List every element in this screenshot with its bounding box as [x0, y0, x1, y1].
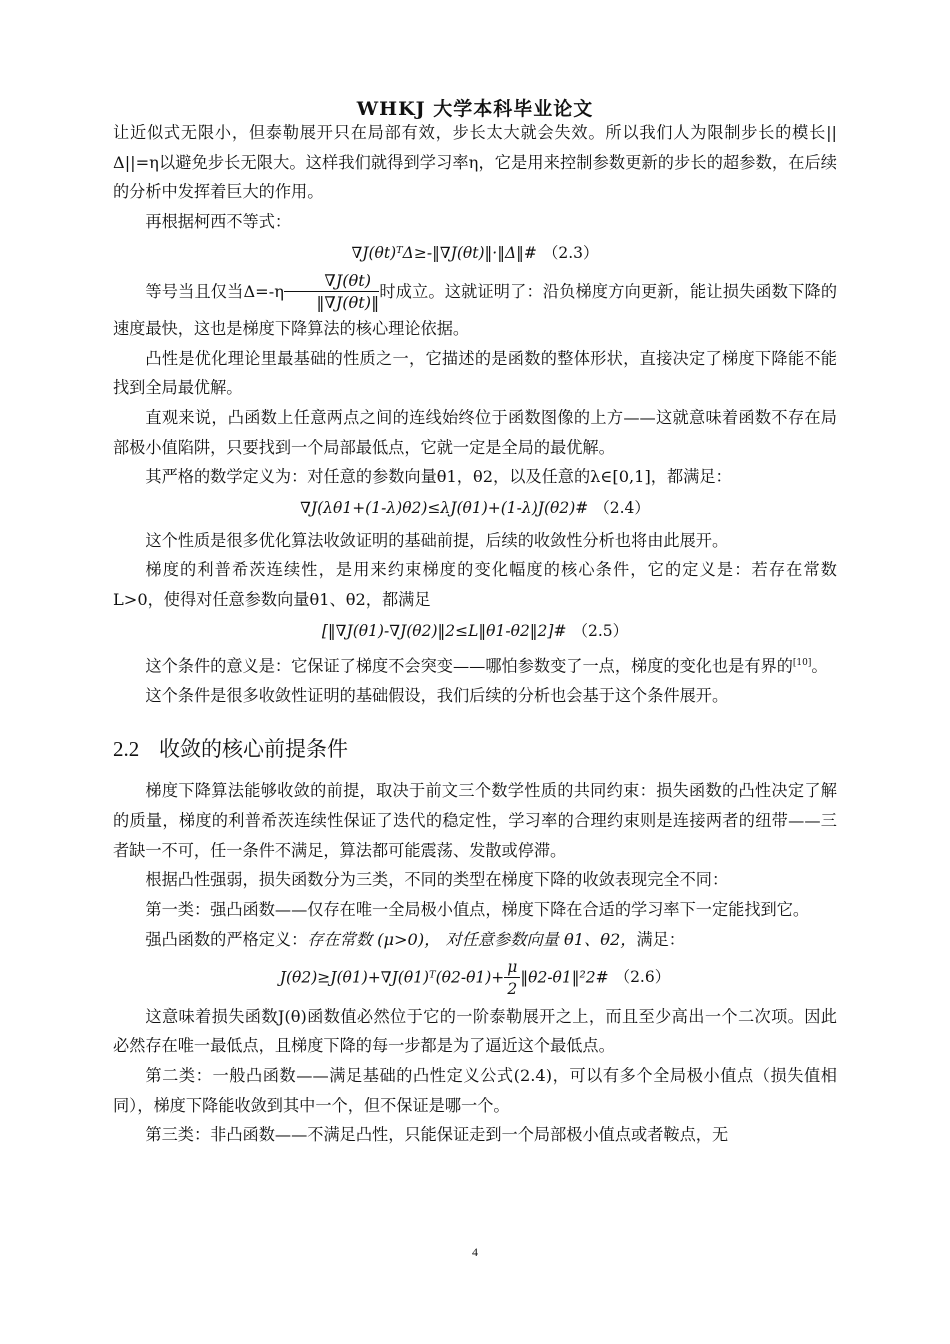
section-title: 收敛的核心前提条件	[159, 737, 348, 762]
paragraph	[113, 925, 837, 955]
fraction-denominator: ‖∇J(θt)‖	[316, 292, 380, 312]
paragraph-text: 满足：	[636, 929, 685, 949]
paragraph: 梯度下降算法能够收敛的前提，取决于前文三个数学性质的共同约束：损失函数的凸性决定了解的质量，梯度的利普希茨连续性保证了迭代的稳定性，学习率的合理约束则是连接两者的纽带——三者缺一不可，任一条件不满足，算法都可能震荡、发散或停滞。	[113, 781, 837, 860]
section-heading	[113, 734, 837, 764]
paragraph	[113, 271, 837, 344]
equation-2-4	[113, 494, 837, 524]
equation-2-3	[113, 239, 837, 269]
running-header: WHKJ 大学本科毕业论文	[356, 98, 594, 120]
paragraph: 这个条件是很多收敛性证明的基础假设，我们后续的分析也会基于这个条件展开。	[145, 685, 729, 705]
section-number: 2.2	[113, 737, 140, 762]
paragraph	[113, 649, 837, 681]
paragraph: 这个性质是很多优化算法收敛证明的基础前提，后续的收敛性分析也将由此展开。	[145, 530, 729, 550]
fraction-numerator: ∇J(θt)	[284, 271, 379, 292]
equation-number: （2.6）	[614, 968, 671, 987]
fraction-numerator: μ	[504, 957, 520, 978]
equation-number: （2.4）	[594, 499, 650, 518]
equation-2-5	[113, 617, 837, 647]
fraction	[284, 271, 379, 314]
paragraph: 其严格的数学定义为：对任意的参数向量θ1，θ2，以及任意的λ∈[0,1]，都满足：	[145, 467, 732, 487]
equation-body: ∇J(λθ1+(1-λ)θ2)≤λJ(θ1)+(1-λ)J(θ2)#	[300, 499, 589, 518]
paragraph: 第二类：一般凸函数——满足基础的凸性定义公式(2.4)，可以有多个全局极小值点（损失值相同），梯度下降能收敛到其中一个，但不保证是哪一个。	[113, 1065, 837, 1115]
equation-body: J(θ2)≥J(θ1)+∇J(θ1)ᵀ(θ2-θ1)+	[279, 968, 505, 987]
paragraph-text: 时成立。这就证明了：沿负梯度方向更新，能让损失函数下降的速度最快，这也是梯度下降算法的核心理论依据。	[113, 281, 838, 338]
equation-body: [‖∇J(θ1)-∇J(θ2)‖2≤L‖θ1-θ2‖2]#	[321, 621, 567, 640]
paragraph: 凸性是优化理论里最基础的性质之一，它描述的是函数的整体形状，直接决定了梯度下降能不能找到全局最优解。	[113, 348, 837, 398]
paragraph: 根据凸性强弱，损失函数分为三类，不同的类型在梯度下降的收敛表现完全不同：	[145, 870, 729, 890]
paragraph: 第一类：强凸函数——仅存在唯一全局极小值点，梯度下降在合适的学习率下一定能找到它。	[145, 900, 810, 920]
equation-number: （2.5）	[572, 621, 629, 640]
citation[interactable]: [10]	[792, 657, 812, 668]
paragraph-text: 等号当且仅当Δ=-η	[145, 281, 284, 301]
equation-body: ‖θ2-θ1‖²2#	[520, 968, 609, 987]
page-body	[113, 118, 837, 1150]
fraction-denominator: 2	[507, 979, 518, 998]
equation-number: （2.3）	[542, 243, 599, 262]
equation-body: ∇J(θt)ᵀΔ≥-‖∇J(θt)‖·‖Δ‖#	[351, 243, 537, 262]
paragraph: 这意味着损失函数J(θ)函数值必然位于它的一阶泰勒展开之上，而且至少高出一个二次项。因此必然存在唯一最低点，且梯度下降的每一步都是为了逼近这个最低点。	[113, 1006, 837, 1056]
paragraph: 直观来说，凸函数上任意两点之间的连线始终位于函数图像的上方——这就意味着函数不存在局部极小值陷阱，只要找到一个局部最低点，它就一定是全局的最优解。	[113, 407, 837, 457]
fraction	[504, 957, 520, 1000]
paragraph: 梯度的利普希茨连续性，是用来约束梯度的变化幅度的核心条件，它的定义是：若存在常数L>0，使得对任意参数向量θ1、θ2，都满足	[113, 560, 837, 610]
paragraph-text: 。	[811, 655, 828, 675]
paragraph-text-italic: 存在常数 (μ>0)， 对任意参数向量 θ1、θ2，	[307, 929, 637, 949]
paragraph: 再根据柯西不等式：	[145, 212, 292, 232]
equation-2-6	[113, 957, 837, 1000]
paragraph-text: 强凸函数的严格定义：	[145, 929, 308, 949]
paragraph: 第三类：非凸函数——不满足凸性，只能保证走到一个局部极小值点或者鞍点，无	[145, 1125, 729, 1145]
paragraph-text: 这个条件的意义是：它保证了梯度不会突变——哪怕参数变了一点，梯度的变化也是有界的	[145, 655, 793, 675]
page-number: 4	[472, 1245, 478, 1259]
paragraph: 让近似式无限小，但泰勒展开只在局部有效，步长太大就会失效。所以我们人为限制步长的模长||Δ||=η以避免步长无限大。这样我们就得到学习率η，它是用来控制参数更新的步长的超参数，在后续的分析中发挥着巨大的作用。	[113, 123, 837, 202]
